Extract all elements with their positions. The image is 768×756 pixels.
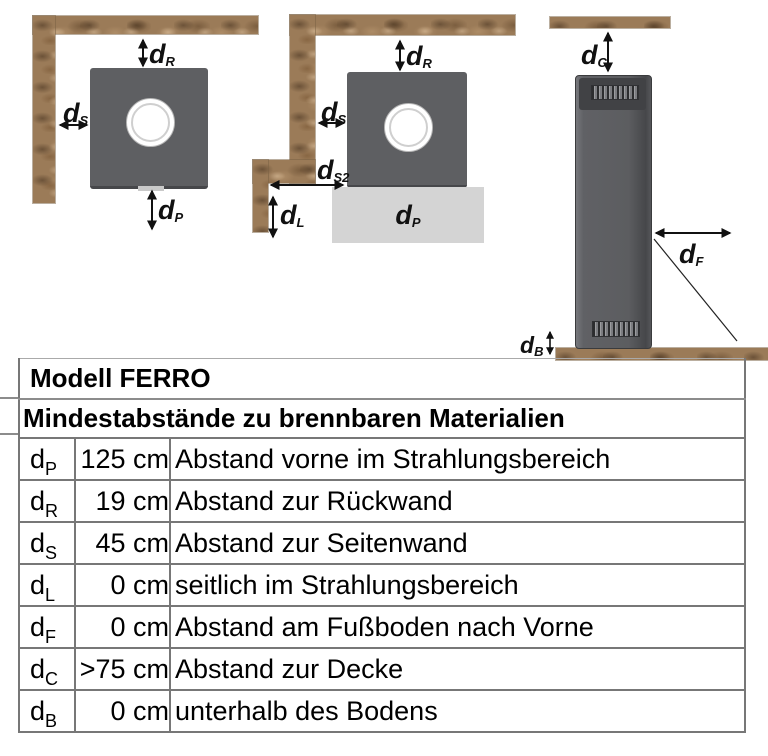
symbol-cell: $d_L$	[19, 564, 75, 606]
value-cell: 45 cm	[75, 522, 170, 564]
clearance-spec-table	[18, 358, 746, 733]
description-cell: Abstand vorne im Strahlungsbereich	[170, 438, 745, 480]
table-row	[19, 648, 745, 690]
description-cell: seitlich im Strahlungsbereich	[170, 564, 745, 606]
value-cell: 0 cm	[75, 564, 170, 606]
symbol-cell: $d_S$	[19, 522, 75, 564]
label-d2-dl: dL	[280, 200, 305, 230]
label-d2-dr: dR	[406, 41, 432, 71]
label-d3-db: dB	[520, 332, 544, 359]
label-d3-df: dF	[679, 239, 704, 269]
label-d2-ds: dS	[321, 97, 347, 127]
title-row-line-extension	[0, 397, 18, 399]
table-title-row	[19, 359, 745, 400]
value-cell: >75 cm	[75, 648, 170, 690]
label-d2-ds2: dS2	[317, 155, 350, 185]
symbol-cell: $d_C$	[19, 648, 75, 690]
symbol-cell: $d_P$	[19, 438, 75, 480]
description-cell: Abstand zur Decke	[170, 648, 745, 690]
label-d1-ds: dS	[63, 98, 89, 128]
label-d3-dc: dC	[581, 40, 607, 70]
value-cell: 0 cm	[75, 606, 170, 648]
value-cell: 0 cm	[75, 690, 170, 732]
table-row	[19, 522, 745, 564]
dimension-arrows-overlay	[0, 0, 768, 368]
description-cell: unterhalb des Bodens	[170, 690, 745, 732]
symbol-cell: $d_B$	[19, 690, 75, 732]
description-cell: Abstand am Fußboden nach Vorne	[170, 606, 745, 648]
table-row	[19, 564, 745, 606]
label-d1-dr: dR	[149, 39, 175, 69]
table-subtitle: Mindestabstände zu brennbaren Materialien	[19, 399, 745, 438]
symbol-cell: $d_F$	[19, 606, 75, 648]
subtitle-row-line-extension	[0, 433, 18, 435]
table-row	[19, 690, 745, 732]
table-row	[19, 438, 745, 480]
table-row	[19, 480, 745, 522]
description-cell: Abstand zur Seitenwand	[170, 522, 745, 564]
table-title: Modell FERRO	[19, 359, 745, 400]
symbol-cell: $d_R$	[19, 480, 75, 522]
description-cell: Abstand zur Rückwand	[170, 480, 745, 522]
table-row	[19, 606, 745, 648]
value-cell: 125 cm	[75, 438, 170, 480]
table-subtitle-row	[19, 399, 745, 438]
label-d1-dp: dP	[158, 195, 184, 225]
value-cell: 19 cm	[75, 480, 170, 522]
label-dp-panel: dP	[395, 199, 421, 230]
